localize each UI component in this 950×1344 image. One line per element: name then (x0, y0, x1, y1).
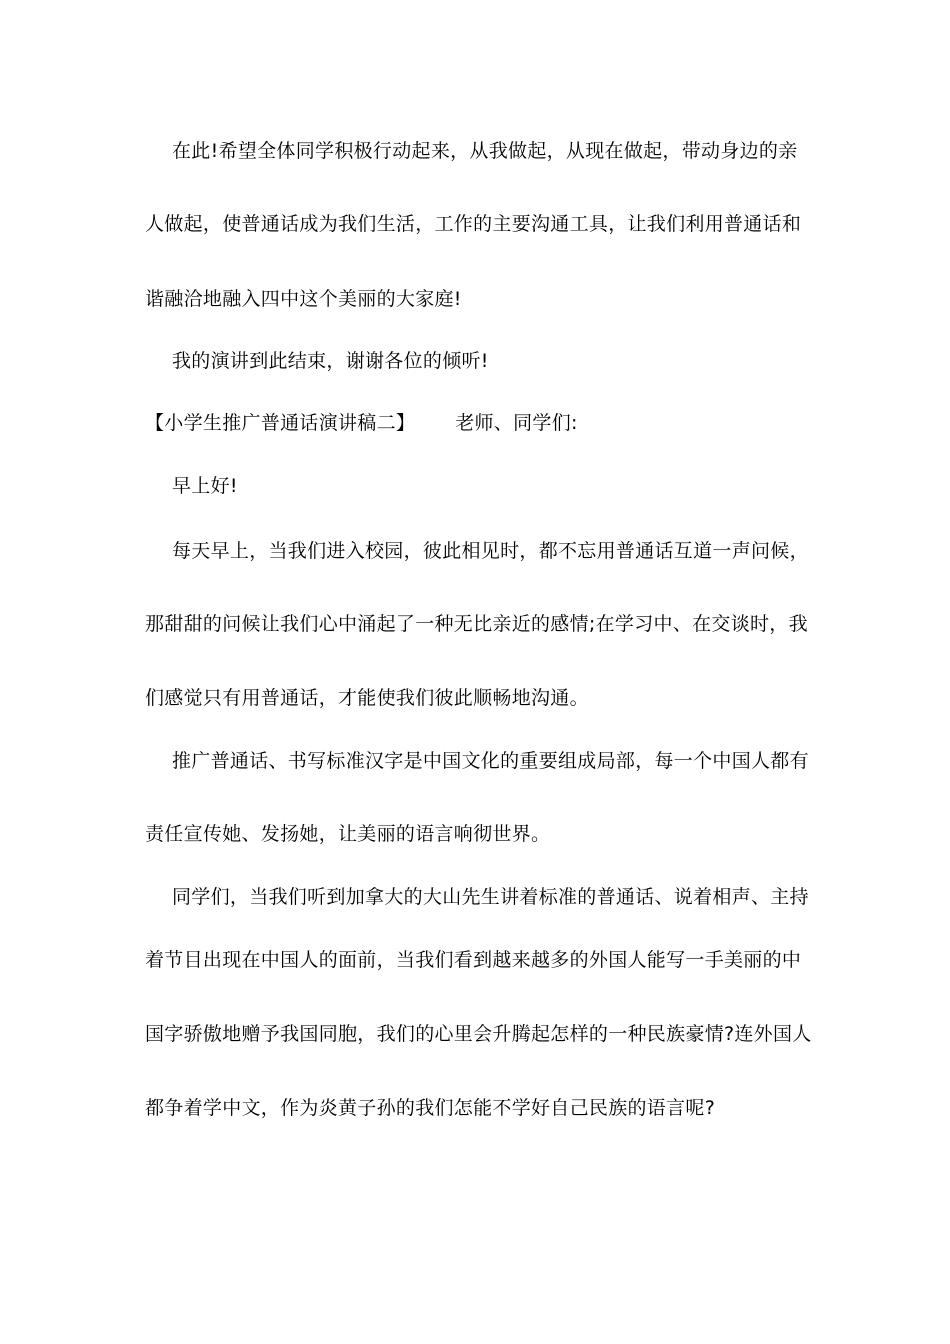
paragraph-line: 责任宣传她、发扬她，让美丽的语言响彻世界。 (145, 823, 551, 845)
paragraph-line: 每天早上，当我们进入校园，彼此相见时，都不忘用普通话互道一声问候， (172, 540, 809, 562)
section-heading-line (145, 411, 578, 435)
paragraph-line: 着节目出现在中国人的面前，当我们看到越来越多的外国人能写一手美丽的中 (145, 949, 802, 971)
section-heading: 【小学生推广普通话演讲稿二】 (145, 412, 416, 434)
salutation: 老师、同学们: (455, 412, 578, 434)
paragraph-line: 国字骄傲地赠予我国同胞，我们的心里会升腾起怎样的一种民族豪情?连外国人 (145, 1023, 812, 1045)
paragraph-line: 那甜甜的问候让我们心中涌起了一种无比亲近的感情;在学习中、在交谈时，我 (145, 613, 808, 635)
paragraph-line: 我的演讲到此结束，谢谢各位的倾听! (172, 350, 489, 372)
paragraph-line: 人做起，使普通话成为我们生活，工作的主要沟通工具，让我们利用普通话和 (145, 213, 802, 235)
paragraph-line: 同学们，当我们听到加拿大的大山先生讲着标准的普通话、说着相声、主持 (172, 886, 809, 908)
paragraph-line: 们感觉只有用普通话，才能使我们彼此顺畅地沟通。 (145, 687, 589, 709)
paragraph-line: 谐融洽地融入四中这个美丽的大家庭! (145, 288, 462, 310)
paragraph-line: 早上好! (172, 475, 238, 497)
paragraph-line: 在此!希望全体同学积极行动起来，从我做起，从现在做起，带动身边的亲 (172, 140, 798, 162)
paragraph-line: 都争着学中文，作为炎黄子孙的我们怎能不学好自己民族的语言呢? (145, 1097, 716, 1119)
paragraph-line: 推广普通话、书写标准汉字是中国文化的重要组成局部，每一个中国人都有 (172, 750, 809, 772)
